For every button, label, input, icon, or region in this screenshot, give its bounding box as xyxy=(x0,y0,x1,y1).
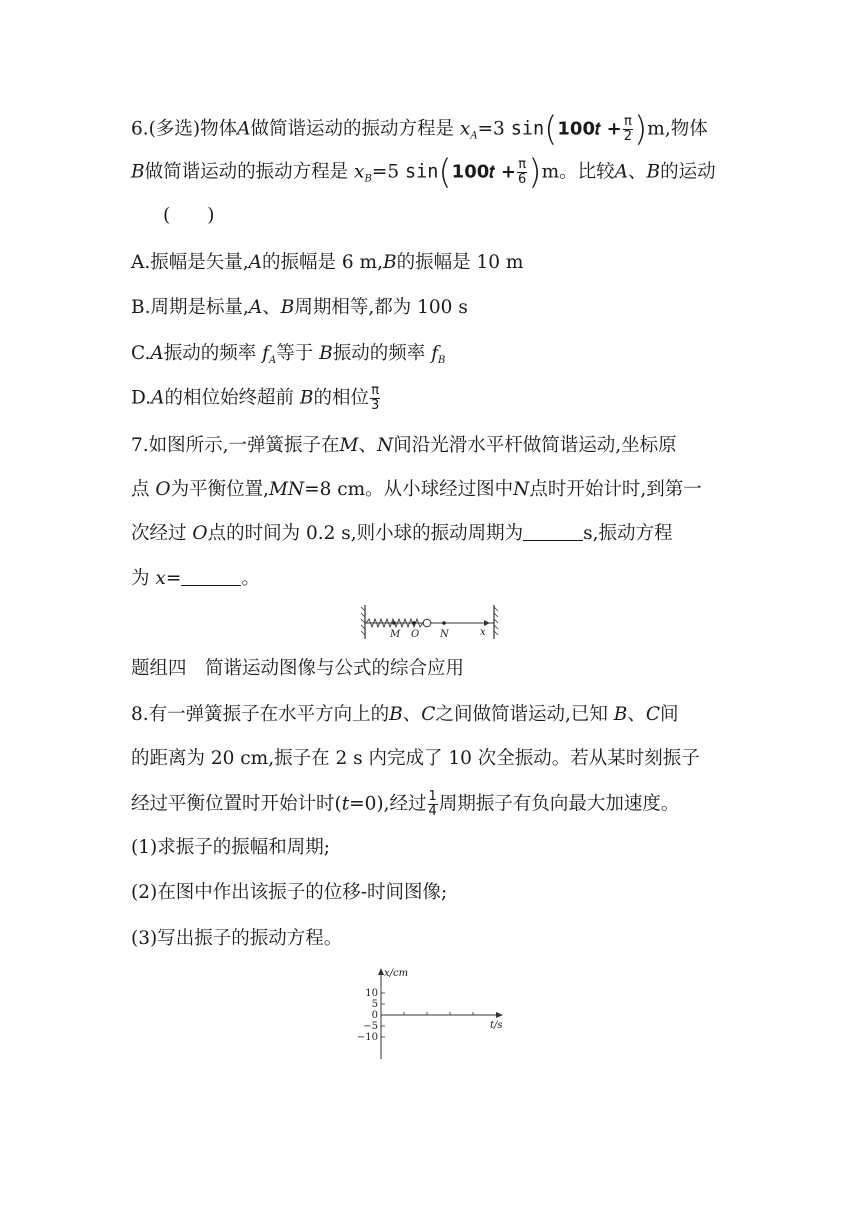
ball xyxy=(423,619,431,627)
var-B: B xyxy=(382,252,397,273)
var-B: B xyxy=(299,387,314,409)
q8-part-1: (1)求振子的振幅和周期; xyxy=(131,837,330,858)
right-paren: ) xyxy=(634,109,648,150)
point-N xyxy=(442,621,446,625)
xt-graph xyxy=(350,965,520,1065)
var-B: B xyxy=(280,297,295,318)
q7-text: 间沿光滑水平杆做简谐运动,坐标原 xyxy=(393,435,677,456)
var-C: C xyxy=(421,704,436,725)
q7-line-2 xyxy=(131,476,702,504)
var-A: A xyxy=(150,343,164,364)
q6-text: =3 xyxy=(477,118,505,140)
answer-blank-period[interactable] xyxy=(523,520,583,541)
q7-text: = xyxy=(165,568,182,589)
option-D xyxy=(131,384,381,413)
q6-text: 的运动 xyxy=(660,161,716,183)
var-A: A xyxy=(237,118,251,140)
var-A: A xyxy=(248,297,263,318)
var-f: f xyxy=(262,343,270,364)
right-wall xyxy=(494,605,498,639)
fraction-pi-2 xyxy=(623,115,633,144)
sin-func: sin xyxy=(510,118,545,140)
q8-text: 周期振子有负向最大加速度。 xyxy=(438,793,680,815)
point-M xyxy=(392,621,396,625)
q8-line-2: 的距离为 20 cm,振子在 2 s 内完成了 10 次全振动。若从某时刻振子 xyxy=(131,748,700,769)
var-A: A xyxy=(151,387,165,409)
tick-label-10: 10 xyxy=(365,988,378,999)
frac-den: 2 xyxy=(623,129,633,144)
opt-text: 的振幅是 10 m xyxy=(396,252,524,273)
label-N: N xyxy=(440,629,449,640)
opt-text: C. xyxy=(131,343,151,364)
label-x: x xyxy=(480,627,486,638)
label-M: M xyxy=(390,629,401,640)
var-MN: MN xyxy=(268,479,305,500)
var-f: f xyxy=(431,343,439,364)
q8-text: 经过平衡位置时开始计时( xyxy=(131,793,342,815)
q6-text: m。比较 xyxy=(541,161,615,183)
var-B: B xyxy=(131,161,145,183)
q7-text: 为 xyxy=(131,568,150,589)
q7-text: 、 xyxy=(358,435,378,456)
q6-text: 6.(多选)物体 xyxy=(131,118,238,140)
q7-line-3 xyxy=(131,520,673,548)
var-O: O xyxy=(155,479,171,500)
x-axis-arrow xyxy=(496,1012,503,1018)
y-axis-label: x/cm xyxy=(384,968,409,979)
tick-label-neg10: −10 xyxy=(356,1032,378,1043)
q8-part-2: (2)在图中作出该振子的位移-时间图像; xyxy=(131,882,448,903)
left-paren: ( xyxy=(544,109,558,150)
q8-part-3: (3)写出振子的振动方程。 xyxy=(131,928,343,949)
right-paren: ) xyxy=(528,152,542,193)
q7-text: 为平衡位置, xyxy=(170,479,269,500)
q6-text: m,物体 xyxy=(647,118,708,140)
var-N: N xyxy=(377,435,394,456)
opt-text: B.周期是标量, xyxy=(131,297,249,318)
opt-text: 振动的频率 xyxy=(163,343,257,364)
var-x: x xyxy=(459,118,471,140)
opt-text: 的相位 xyxy=(313,387,369,409)
q7-text: 。 xyxy=(241,568,260,589)
q7-text: 7.如图所示,一弹簧振子在 xyxy=(131,435,340,456)
answer-blank-equation[interactable] xyxy=(181,565,241,586)
opt-text: A.振幅是矢量, xyxy=(131,252,249,273)
fraction-1-4 xyxy=(428,790,438,819)
x-axis-arrow xyxy=(484,620,490,626)
opt-text: 等于 xyxy=(276,343,314,364)
var-B: B xyxy=(613,704,628,725)
opt-text: 振动的频率 xyxy=(332,343,426,364)
q8-text: 之间做简谐运动,已知 xyxy=(435,704,608,725)
var-t: t xyxy=(341,793,350,815)
var-x: x xyxy=(354,161,365,183)
fraction-pi-3 xyxy=(370,384,380,413)
q6-text: 做简谐运动的振动方程是 xyxy=(250,118,454,140)
subscript-A: A xyxy=(269,355,277,366)
q8-line-1 xyxy=(131,701,679,729)
q8-text: 、 xyxy=(627,704,646,725)
var-A: A xyxy=(614,161,628,183)
q7-text: 点的时间为 0.2 s,则小球的振动周期为 xyxy=(207,523,524,544)
q7-text: 次经过 xyxy=(131,523,187,544)
frac-num: π xyxy=(623,114,632,129)
q7-text: 点 xyxy=(131,479,150,500)
phase-expr: 100𝑡 + xyxy=(451,161,517,183)
tick-label-0: 0 xyxy=(371,1010,378,1021)
frac-den: 6 xyxy=(518,172,527,187)
var-N: N xyxy=(513,479,530,500)
q8-text: 间 xyxy=(660,704,679,725)
point-O xyxy=(412,621,416,625)
var-A: A xyxy=(248,252,262,273)
option-C xyxy=(131,340,445,375)
q6-line-2 xyxy=(131,152,716,194)
q7-text: 点时开始计时,到第一 xyxy=(529,479,702,500)
section-title: 题组四 简谐运动图像与公式的综合应用 xyxy=(131,658,465,679)
frac-den: 4 xyxy=(428,804,437,819)
var-B: B xyxy=(646,161,661,183)
subscript-B: B xyxy=(364,173,372,185)
var-x: x xyxy=(155,568,166,589)
opt-text: 的振幅是 6 m, xyxy=(262,252,383,273)
tick-label-5: 5 xyxy=(371,999,378,1010)
q7-line-1 xyxy=(131,432,677,460)
q6-text: 、 xyxy=(627,161,647,183)
q6-text: =5 xyxy=(371,161,400,183)
answer-paren: ( ) xyxy=(163,205,215,226)
opt-text: 、 xyxy=(262,297,281,318)
frac-num: π xyxy=(518,157,527,172)
var-C: C xyxy=(645,704,660,725)
spring-oscillator-figure xyxy=(360,603,500,641)
opt-text: D. xyxy=(131,387,152,409)
var-B: B xyxy=(319,343,333,364)
option-A xyxy=(131,249,523,277)
q7-text: =8 cm。从小球经过图中 xyxy=(304,479,514,500)
frac-num: π xyxy=(371,383,380,398)
var-O: O xyxy=(192,523,208,544)
option-B xyxy=(131,294,468,322)
label-O: O xyxy=(411,629,420,640)
q7-text: s,振动方程 xyxy=(583,523,673,544)
q8-text: 、 xyxy=(402,704,422,725)
subscript-A: A xyxy=(470,130,478,142)
q8-text: 8.有一弹簧振子在水平方向上的 xyxy=(131,704,390,725)
fraction-pi-6 xyxy=(517,158,527,187)
phase-expr: 100𝑡 + xyxy=(557,118,622,140)
q6-text: 做简谐运动的振动方程是 xyxy=(144,161,349,183)
q8-text: =0),经过 xyxy=(349,793,427,815)
left-paren: ( xyxy=(438,152,452,193)
frac-num: 1 xyxy=(428,789,437,804)
var-M: M xyxy=(339,435,359,456)
q7-line-4 xyxy=(131,565,260,593)
q8-line-3 xyxy=(131,790,679,819)
subscript-B: B xyxy=(438,355,446,366)
frac-den: 3 xyxy=(370,398,380,413)
q6-line-1 xyxy=(131,109,708,151)
left-wall xyxy=(361,605,365,639)
opt-text: 周期相等,都为 100 s xyxy=(294,297,468,318)
x-axis-label: t/s xyxy=(490,1020,503,1031)
sin-func: sin xyxy=(404,161,439,183)
opt-text: 的相位始终超前 xyxy=(164,387,294,409)
tick-label-neg5: −5 xyxy=(363,1021,378,1032)
var-B: B xyxy=(389,704,403,725)
